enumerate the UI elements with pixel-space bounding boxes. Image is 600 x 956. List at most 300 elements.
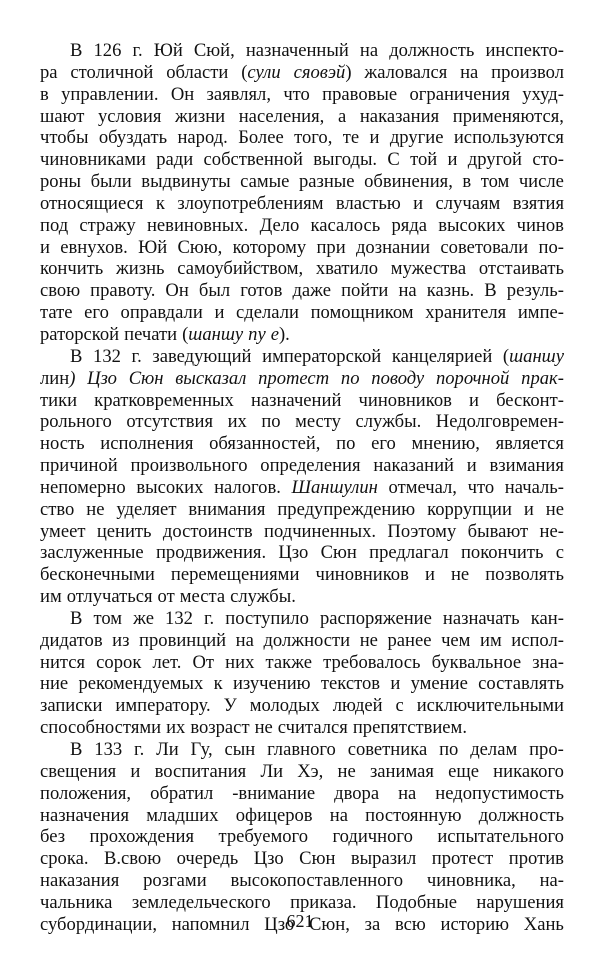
word: никакого: [493, 760, 564, 782]
word: наказаний: [373, 455, 454, 477]
word: Гу,: [190, 739, 213, 760]
word: сын: [224, 739, 256, 760]
paragraph: [40, 739, 564, 936]
text-line: [40, 826, 564, 848]
word: Дело: [259, 214, 300, 236]
text-line: [40, 695, 564, 717]
word: внимания: [188, 498, 266, 520]
word: Цзо: [253, 848, 284, 870]
word: чтобы: [40, 127, 89, 149]
word: должности: [263, 629, 351, 651]
word: субординации,: [40, 913, 157, 935]
word: по: [336, 433, 356, 455]
text-line: [40, 40, 564, 62]
word: Ли: [156, 739, 179, 760]
word: 126: [93, 40, 122, 61]
word: том: [480, 171, 510, 193]
word: императору.: [115, 695, 211, 717]
word: В: [70, 40, 83, 61]
word: чиновников: [358, 389, 452, 411]
word: злоупотреблениям: [177, 192, 324, 214]
word: е).: [270, 323, 290, 345]
text-line: [40, 608, 564, 630]
word: рекомендуемых: [78, 673, 204, 695]
word: испол-: [511, 629, 564, 651]
word: отлучаться: [66, 586, 153, 608]
word: советовали: [440, 236, 529, 258]
word: Юй: [153, 40, 183, 61]
word: порочной: [435, 367, 510, 389]
text-line: [40, 62, 564, 84]
word: условия: [97, 105, 162, 127]
word: В: [70, 345, 83, 367]
text-line: [40, 630, 564, 652]
word: срока.: [40, 848, 89, 870]
text-line: [40, 848, 564, 870]
word: выразил: [350, 848, 417, 870]
text-line: [40, 106, 564, 128]
paragraph: [40, 346, 564, 608]
word: Сюн: [128, 367, 164, 389]
word: даже: [292, 280, 332, 302]
word: казнь.: [426, 280, 475, 302]
text-line: [40, 739, 564, 761]
word: властью: [335, 192, 401, 214]
word: составлять: [478, 673, 564, 695]
word: подчиненных.: [264, 520, 377, 542]
text-line: [40, 149, 564, 171]
word: что: [283, 83, 310, 105]
word: младших: [146, 804, 219, 826]
word: их: [227, 411, 247, 433]
word: те: [342, 127, 360, 149]
word: применяются,: [452, 105, 564, 127]
word: недопустимость: [435, 782, 564, 804]
word: достоинств: [162, 520, 253, 542]
word: воспитания: [154, 760, 247, 782]
word: отмечал,: [388, 476, 457, 498]
word: дознании: [355, 236, 431, 258]
word: самоубийством,: [177, 258, 304, 280]
word: чиновников: [315, 564, 409, 586]
word: В.свою: [103, 848, 162, 870]
word: назначенный: [245, 40, 349, 61]
word: к: [213, 673, 223, 695]
word: по: [261, 411, 281, 433]
word: готов: [240, 280, 283, 302]
text-line: [40, 346, 564, 368]
word: 133: [94, 739, 123, 760]
word: годичного: [332, 826, 413, 848]
word: с: [555, 542, 564, 564]
word: назначать: [442, 607, 520, 629]
word: был: [198, 280, 231, 302]
word: 132: [93, 345, 121, 367]
word: что: [467, 476, 495, 498]
word: испытательного: [437, 826, 564, 848]
word: тате: [40, 302, 73, 324]
word: чиновника,: [426, 870, 516, 892]
word: напомнил: [171, 913, 250, 935]
word: Цзо: [278, 542, 309, 564]
word: препятствием.: [352, 717, 467, 739]
word: и: [413, 192, 424, 214]
word: не: [450, 564, 470, 586]
word: и: [424, 564, 435, 586]
word: на-: [539, 870, 564, 892]
word: дидатов: [40, 629, 103, 651]
word: г.: [204, 607, 215, 629]
word: Сюю,: [177, 236, 223, 258]
word: прак-: [521, 367, 564, 389]
word: свещения: [40, 760, 117, 782]
word: кратковременных: [94, 389, 234, 411]
word: не: [545, 498, 564, 520]
word: продвижения.: [155, 542, 267, 564]
word: Ли: [260, 760, 284, 782]
word: и: [369, 127, 380, 149]
word: исполнения: [100, 433, 194, 455]
word: на: [329, 804, 348, 826]
word: ранее: [387, 629, 432, 651]
word: ради: [156, 149, 194, 171]
text-line: [40, 411, 564, 433]
text-line: [40, 652, 564, 674]
word: выгоды.: [313, 149, 378, 171]
word: наказания: [359, 105, 440, 127]
word: хранителя: [425, 302, 507, 324]
word: Сюй,: [193, 40, 235, 61]
word: поступило: [225, 607, 309, 629]
word: назначения: [40, 804, 130, 826]
text-line: [40, 237, 564, 259]
text-line: [40, 390, 564, 412]
word: пойти: [341, 280, 389, 302]
word: к: [155, 192, 165, 214]
word: распоряжение: [319, 607, 432, 629]
word: мнению,: [411, 433, 480, 455]
word: правовые: [322, 83, 398, 105]
word: У: [223, 695, 237, 717]
word: заведующий: [152, 345, 252, 367]
word: (шаншу: [182, 323, 244, 345]
word: по: [340, 367, 360, 389]
word: поводу: [371, 367, 425, 389]
word: ценить: [96, 520, 152, 542]
text-line: [40, 455, 564, 477]
word: произвольного: [130, 455, 248, 477]
text-line: [40, 586, 564, 608]
word: не-: [539, 520, 564, 542]
paragraph: [40, 608, 564, 739]
word: и: [130, 760, 141, 782]
word: кан-: [530, 607, 564, 629]
word: службы.: [355, 411, 422, 433]
word: им: [480, 629, 502, 651]
word: относящиеся: [40, 192, 144, 214]
word: высоких: [136, 476, 204, 498]
word: сто-: [532, 149, 564, 171]
word: на: [398, 782, 417, 804]
word: в: [462, 171, 472, 193]
page-body: [40, 40, 564, 936]
word: ность: [40, 433, 85, 455]
text-line: [40, 215, 564, 237]
text-line: [40, 324, 564, 346]
word: протест: [431, 848, 494, 870]
word: Поэтому: [387, 520, 457, 542]
word: с: [395, 695, 404, 717]
word: земледельческого: [131, 891, 271, 913]
word: Хэ,: [297, 760, 324, 782]
word: постоянную: [365, 804, 462, 826]
text-line: [40, 127, 564, 149]
paragraph: [40, 40, 564, 346]
text-line: [40, 499, 564, 521]
word: провинций: [139, 629, 227, 651]
text-line: [40, 84, 564, 106]
word: способностями: [40, 717, 162, 739]
text-line: [40, 193, 564, 215]
word: его: [84, 302, 109, 324]
word: а: [337, 105, 347, 127]
word: ние: [40, 673, 69, 695]
word: должность: [478, 804, 564, 826]
word: коррупции: [427, 498, 512, 520]
word: чинов: [516, 214, 564, 236]
word: Сюн: [320, 542, 357, 564]
word: на: [460, 61, 479, 83]
word: выдвинуты: [141, 171, 231, 193]
word: заслуженные: [40, 542, 144, 564]
word: хватило: [315, 258, 379, 280]
word: свою: [40, 280, 81, 302]
word: правоту.: [90, 280, 156, 302]
word: обязанностей,: [209, 433, 321, 455]
word: его: [371, 433, 396, 455]
text-line: [40, 870, 564, 892]
text-line: [40, 302, 564, 324]
word: же: [133, 607, 154, 629]
word: и: [466, 455, 477, 477]
word: буквальное: [431, 651, 522, 673]
word: чальника: [40, 891, 113, 913]
word: сорок: [96, 651, 142, 673]
word: том: [93, 607, 123, 629]
word: очередь: [176, 848, 239, 870]
word: взятия: [512, 192, 564, 214]
word: чиновниками: [40, 149, 146, 171]
word: разные: [298, 171, 355, 193]
text-line: [40, 477, 564, 499]
word: Сюн: [299, 848, 336, 870]
word: Цзо: [87, 367, 117, 389]
word: под: [40, 214, 69, 236]
word: в: [40, 83, 49, 105]
word: невиновных.: [146, 214, 249, 236]
word: не: [337, 760, 356, 782]
word: и: [390, 673, 401, 695]
word: службы.: [230, 586, 296, 608]
word: советника: [347, 739, 428, 760]
word: определения: [260, 455, 361, 477]
word: другие: [389, 127, 444, 149]
word: возраст: [190, 717, 250, 739]
word: и: [469, 389, 479, 411]
word: ра: [40, 61, 58, 83]
word: лин): [40, 367, 76, 389]
word: канцелярией: [391, 345, 493, 367]
word: бесконечными: [40, 564, 155, 586]
word: против: [508, 848, 564, 870]
word: Подобные: [375, 891, 457, 913]
word: раторской: [40, 323, 120, 345]
word: оправдали: [120, 302, 203, 324]
word: им: [40, 586, 62, 608]
text-line: [40, 280, 564, 302]
word: главного: [267, 739, 336, 760]
word: Более: [238, 127, 284, 149]
word: взимания: [489, 455, 564, 477]
word: касалось: [310, 214, 381, 236]
word: другой: [467, 149, 523, 171]
word: делам: [470, 739, 518, 760]
word: шают: [40, 105, 85, 127]
word: от: [157, 586, 175, 608]
word: отстаивать: [478, 258, 564, 280]
word: требуемого: [218, 826, 308, 848]
word: В: [70, 607, 83, 629]
word: 132: [165, 607, 193, 629]
word: и: [214, 302, 225, 324]
word: изучению: [232, 673, 311, 695]
word: высоких: [438, 214, 506, 236]
word: Цзо: [264, 913, 295, 935]
word: текстов: [320, 673, 381, 695]
text-line: [40, 258, 564, 280]
text-line: [40, 783, 564, 805]
word: Он: [165, 280, 189, 302]
word: заявлял,: [206, 83, 271, 105]
word: на: [398, 280, 417, 302]
word: записки: [40, 695, 103, 717]
word: не: [359, 629, 378, 651]
word: умеет: [40, 520, 86, 542]
word: не: [254, 717, 273, 739]
word: жизнь: [115, 258, 165, 280]
word: позволять: [485, 564, 564, 586]
word: по: [439, 739, 459, 760]
word: ухуд-: [522, 83, 564, 105]
word: двора: [334, 782, 380, 804]
word: Недолговремен-: [435, 411, 564, 433]
word: причиной: [40, 455, 118, 477]
word: управлении.: [61, 83, 159, 105]
word: историю: [440, 913, 510, 935]
word: обвинения,: [364, 171, 453, 193]
word: сделали: [236, 302, 299, 324]
word: помощником: [310, 302, 414, 324]
word: г.: [131, 345, 142, 367]
word: высказал: [175, 367, 247, 389]
word: началь-: [504, 476, 564, 498]
word: высокопоставленного: [230, 870, 404, 892]
word: по-: [538, 236, 564, 258]
word: еще: [448, 760, 479, 782]
word: требовалось: [323, 651, 421, 673]
word: молодых: [249, 695, 320, 717]
word: Хань: [523, 913, 564, 935]
word: их: [166, 717, 186, 739]
word: за: [364, 913, 381, 935]
word: Юй: [138, 236, 168, 258]
word: непомерно: [40, 476, 126, 498]
word: ограничения: [409, 83, 510, 105]
word: уделяет: [116, 498, 177, 520]
word: были: [90, 171, 132, 193]
word: мужества: [390, 258, 467, 280]
word: должность: [389, 40, 475, 61]
word: зна-: [532, 651, 564, 673]
word: сяовэй): [293, 61, 352, 83]
word: кончить: [40, 258, 104, 280]
word: Он: [170, 83, 195, 105]
word: назначений: [250, 389, 342, 411]
text-line: [40, 717, 564, 739]
text-line: [40, 805, 564, 827]
word: розгами: [143, 870, 207, 892]
word: случаям: [435, 192, 501, 214]
word: пу: [248, 323, 266, 345]
word: и: [523, 498, 534, 520]
word: ство: [40, 498, 75, 520]
word: инспекто-: [485, 40, 564, 61]
word: жаловался: [364, 61, 448, 83]
word: без: [40, 826, 66, 848]
word: при: [316, 236, 346, 258]
page-number: 621: [286, 911, 314, 931]
word: (шаншу: [502, 345, 564, 367]
word: из: [112, 629, 130, 651]
word: наказания: [40, 870, 120, 892]
word: чем: [441, 629, 471, 651]
word: людей: [332, 695, 383, 717]
word: положения,: [40, 782, 132, 804]
word: нится: [40, 651, 86, 673]
word: -внимание: [232, 782, 316, 804]
word: умение: [410, 673, 468, 695]
word: и: [40, 236, 50, 258]
text-line: [40, 761, 564, 783]
word: печати: [124, 323, 178, 345]
word: Шаншулин: [291, 476, 378, 498]
word: нарушения: [476, 891, 564, 913]
word: самые: [240, 171, 290, 193]
word: г.: [134, 739, 145, 760]
word: используются: [453, 127, 564, 149]
word: бывают: [467, 520, 529, 542]
word: резуль-: [506, 280, 564, 302]
word: евнухов.: [60, 236, 128, 258]
word: занимая: [369, 760, 434, 782]
word: обратил: [150, 782, 214, 804]
word: рольного: [40, 411, 112, 433]
word: предлагал: [369, 542, 449, 564]
word: той: [410, 149, 438, 171]
word: налогов.: [214, 476, 281, 498]
text-line: [40, 564, 564, 586]
word: С: [387, 149, 400, 171]
